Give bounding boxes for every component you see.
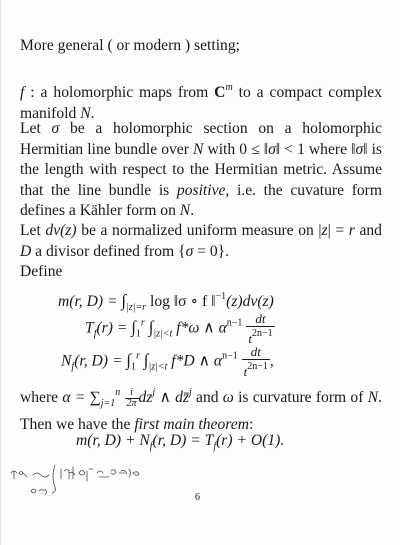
para3-text-a: Let	[20, 222, 46, 239]
i-over-2pi	[125, 388, 139, 409]
heading-text: More general ( or modern ) setting;	[20, 37, 240, 54]
final-eq-lhs: m(r, D) + N	[76, 432, 150, 449]
eq2-exponent: n−1	[226, 317, 243, 329]
para3-text-e: a divisor defined from {	[31, 242, 186, 260]
eq2-lhs-rest: (r) =	[96, 319, 132, 337]
manifold-N-4: N	[367, 389, 379, 406]
eq3-fraction	[242, 345, 270, 379]
eq3-lhs: N	[61, 352, 72, 370]
sigma-symbol-3: σ	[355, 140, 364, 158]
eq3-exponent: n−1	[222, 350, 238, 362]
equation-first-main-theorem	[76, 431, 284, 457]
dzbar-exp: j	[188, 387, 192, 398]
integral-sign: ∫	[121, 291, 127, 310]
para2-text-c: with 0 ≤ ‖	[203, 140, 269, 158]
exponent-m: m	[225, 82, 233, 93]
sum-sub: j=1	[100, 398, 116, 409]
equation-characteristic	[85, 312, 275, 346]
eq3-lhs-rest: (r, D) =	[74, 352, 127, 370]
paragraph-alpha-definition	[20, 383, 382, 435]
i-frac-den: 2π	[126, 397, 137, 409]
eq2-lhs: T	[85, 319, 94, 337]
omega-symbol: ω	[222, 389, 234, 406]
dz-exp: j	[152, 387, 156, 398]
int-sub: |z|<t	[153, 328, 173, 340]
sigma-symbol-4: σ	[185, 242, 194, 260]
complex-space-symbol: C	[214, 84, 226, 101]
para4-text-d: . Then we have the	[20, 389, 382, 433]
measure-dnu: dν(z)	[45, 222, 77, 239]
eq3-integrand: f*D ∧ α	[171, 352, 223, 370]
integral-sign-inner: ∫	[148, 317, 154, 337]
handwritten-note-sketch	[9, 463, 159, 503]
eq2-frac-num: dt	[255, 311, 266, 326]
variable-z: z	[321, 222, 328, 239]
final-eq-sub2: f	[213, 441, 217, 452]
integral-sign-inner-2: ∫	[143, 350, 149, 370]
positive-term: positive	[176, 181, 226, 199]
paragraph-measure	[20, 221, 382, 262]
para2-end: .	[190, 202, 195, 219]
eq3-frac-num: dt	[250, 344, 261, 359]
eq3-end: ,	[269, 352, 274, 370]
para4-text-b: and	[191, 389, 223, 406]
eq2-integrand: f*ω ∧ α	[176, 319, 227, 337]
dzbar-term: ∧ dz̄	[155, 389, 189, 406]
para1-text-b: to a compact complex manifold	[20, 84, 382, 122]
alpha-def: α =	[62, 389, 90, 406]
para3-text-f: = 0}.	[193, 242, 230, 260]
int-upper-2: r	[135, 350, 140, 362]
eq2-frac-den: t	[248, 331, 252, 346]
define-word: Define	[20, 263, 63, 280]
paragraph-line-bundle	[20, 119, 382, 222]
i-frac-num: i	[130, 386, 133, 398]
para3-text-b: be a normalized uniform measure on |	[76, 222, 322, 239]
manifold-N-3: N	[179, 202, 191, 219]
f-symbol: f	[20, 84, 25, 101]
sum-sup: n	[115, 387, 121, 398]
para4-text-c: is curvature form of	[233, 389, 368, 406]
sigma-symbol-2: σ	[268, 140, 276, 158]
para2-text-a: Let	[20, 120, 52, 137]
eq1-subscript: |z|=r	[126, 302, 147, 313]
eq3-frac-den-exp: 2n−1	[247, 361, 268, 372]
para2-text-e: ‖ is the length with respect to the Hermitian metric. Assume that the line bundle is	[20, 140, 382, 199]
para3-text-d: and	[354, 222, 382, 239]
final-eq-rhs: (r) + O(1).	[216, 432, 285, 449]
eq2-fraction	[246, 312, 274, 346]
first-main-theorem: first main theorem	[134, 415, 249, 433]
para1-text-a: : a holomorphic maps from	[24, 84, 215, 101]
manifold-N-2: N	[192, 140, 204, 158]
int-sub-2: |z|<t	[148, 361, 168, 373]
integral-sign-outer: ∫	[131, 317, 136, 337]
para3-text-c: | =	[327, 222, 349, 239]
eq2-frac-den-exp: 2n−1	[251, 328, 273, 339]
dz-term: dz	[138, 389, 153, 406]
sigma-symbol: σ	[51, 120, 60, 137]
eq3-lhs-sub: f	[71, 361, 75, 373]
paragraph-map-definition	[20, 78, 382, 124]
int-lower-2: 1	[130, 361, 136, 373]
eq1-tail: (z)dν(z)	[226, 293, 274, 310]
manifold-N: N	[80, 104, 91, 122]
para4-text-a: where	[20, 389, 63, 406]
equation-counting	[61, 345, 274, 379]
final-eq-sub1: f	[149, 441, 153, 452]
integral-sign-outer-2: ∫	[126, 350, 131, 370]
sum-sign: ∑	[89, 389, 101, 406]
eq1-exponent: −1	[215, 291, 227, 302]
eq3-frac-den: t	[243, 364, 248, 379]
eq2-lhs-sub: f	[93, 328, 97, 340]
para4-text-e: :	[248, 415, 254, 433]
eq1-lhs: m(r, D) =	[58, 293, 122, 310]
para1-end: .	[90, 104, 95, 122]
divisor-D: D	[20, 242, 32, 260]
heading-line	[20, 36, 382, 57]
define-line	[20, 262, 382, 283]
para2-text-b: be a holomorphic section on a holomorphic Hermitian line bundle over	[20, 120, 382, 158]
eq1-rhs: log ‖σ ∘ f ‖	[149, 293, 216, 310]
int-lower: 1	[135, 328, 141, 340]
page-number: 6	[195, 492, 200, 503]
final-eq-mid: (r, D) = T	[152, 432, 214, 449]
int-upper: r	[140, 317, 145, 329]
para2-text-f: , i.e. the cuvature form defines a Kähler form on	[20, 181, 382, 219]
para2-text-d: ‖ < 1 where ‖	[275, 140, 356, 158]
variable-r: r	[348, 222, 355, 239]
